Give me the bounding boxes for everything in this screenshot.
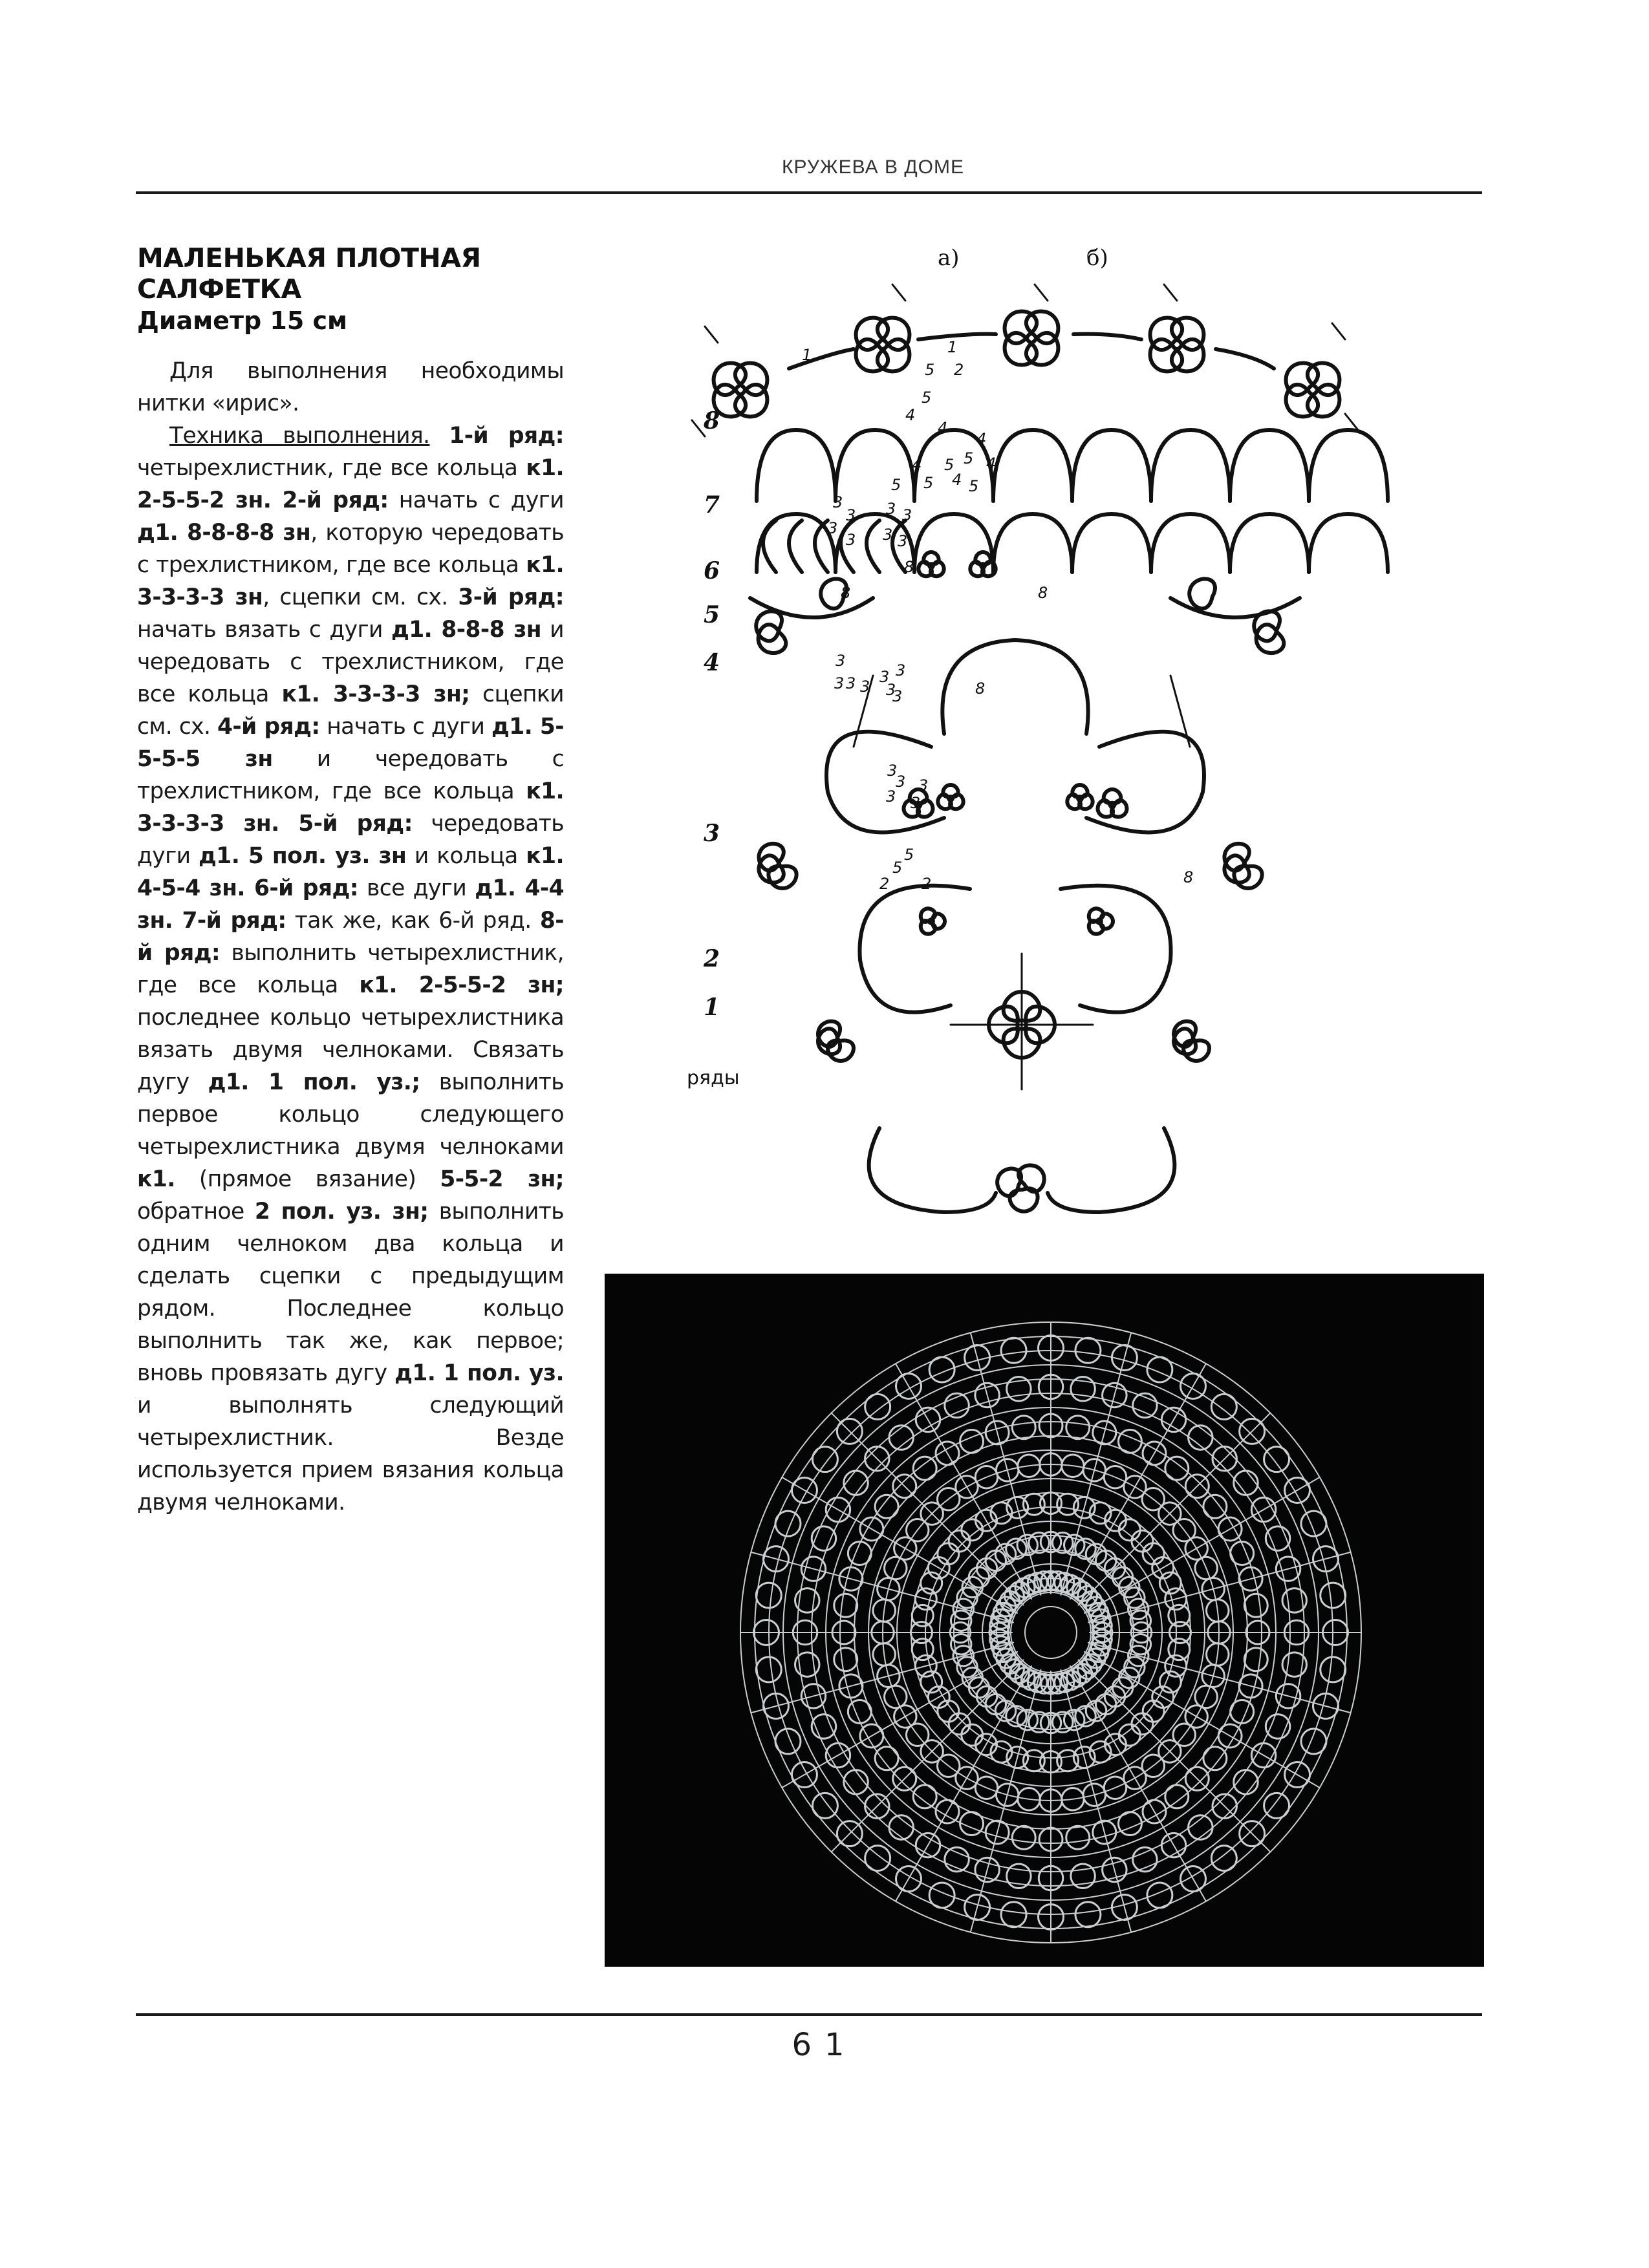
chain-arc [1309,514,1388,572]
row-number: 1 [704,994,720,1021]
page-number: 61 [792,2027,857,2063]
chain-arc [835,430,914,501]
article-body [137,355,564,1519]
row-number: 8 [704,407,720,434]
instruction-text: обратное [137,1199,255,1225]
stitch-count: 3 [896,773,906,791]
row-number: 4 [704,649,720,676]
row-number: 6 [704,557,720,584]
bold-instruction: к1. 2-5-5-2 зн. 2-й ряд: [137,455,564,513]
tatting-diagram [660,236,1474,1232]
stitch-count: 5 [904,846,914,864]
stitch-count: 8 [1183,868,1194,886]
stitch-count: 8 [841,584,851,602]
instruction-text: , которую чередовать с трехлистником, где все кольца [137,520,564,578]
chain-arc [867,520,879,572]
bold-instruction: д1. 5 пол. уз. зн [199,843,407,869]
bold-instruction: 1-й ряд: [449,423,565,449]
bold-instruction: д1. 1 пол. уз. [394,1360,565,1386]
stitch-count: 2 [954,361,964,379]
chain-arc [993,514,1072,572]
stitch-count: 3 [846,531,856,549]
ring [1189,579,1215,608]
stitch-count: 3 [834,674,845,692]
instruction-text: начать с дуги [388,487,564,513]
instruction-text: и кольца [406,843,526,869]
instruction-text: все дуги [358,875,475,901]
technique-paragraph [137,420,564,1519]
bold-instruction: 8-й ряд: [137,908,564,966]
bold-instruction: к1. [137,1166,175,1192]
stitch-count: 3 [833,493,843,511]
row-number: 3 [704,820,720,847]
ring [1172,318,1204,350]
chain-arc [1048,1128,1174,1212]
technique-label: Техника выполнения. [169,423,430,449]
bold-instruction: д1. 1 пол. уз.; [208,1069,420,1095]
instruction-text: чередовать дуги [137,811,565,869]
chain-arc [942,640,1088,734]
stitch-count: 8 [975,679,986,698]
chain-arc [1230,430,1309,501]
instruction-text: четырехлистник, где все кольца [137,455,526,481]
running-head: КРУЖЕВА В ДОМЕ [782,156,964,178]
ring [975,552,990,564]
label-b: б) [1086,245,1108,271]
stitch-count: 3 [846,506,856,524]
picot [1332,323,1345,339]
picot [892,284,905,301]
ring [878,318,910,350]
picot [1035,284,1048,301]
bold-instruction: к1. 3-3-3-3 зн [137,552,564,610]
stitch-count: 5 [923,474,934,492]
intro-paragraph: Для выполнения необходимы нитки «ирис». [137,358,564,416]
rows-caption: ряды [687,1067,740,1089]
bold-instruction: 3-й ряд: [458,584,564,610]
instruction-text: так же, как 6-й ряд. [286,908,540,934]
chain-arc [757,430,835,501]
stitch-count: 8 [904,558,914,576]
stitch-count: 5 [944,456,954,474]
stitch-count: 5 [964,449,974,467]
stitch-count: 3 [886,787,896,806]
bold-instruction: к1. 4-5-4 зн. 6-й ряд: [137,843,564,901]
stitch-count: 1 [947,338,958,356]
stitch-count: 2 [921,875,932,893]
row-number: 2 [704,945,720,972]
chain-arc [789,349,854,369]
instruction-text: выполнить четырехлистник, где все кольца [137,940,565,998]
bold-instruction: к1. 2-5-5-2 зн; [359,972,564,998]
stitch-count: 3 [886,500,896,518]
stitch-count: 3 [902,506,912,524]
stitch-count: 1 [802,346,812,364]
header-rule [136,191,1482,194]
chain-arc [1230,514,1309,572]
instruction-text: выполнить первое кольцо следующего четырехлистника двумя челноками [137,1069,564,1160]
stitch-count: 5 [969,477,979,495]
stitch-count: 3 [896,661,906,679]
stitch-count: 3 [911,794,921,812]
stitch-count: 3 [879,668,890,686]
bold-instruction: д1. 5-5-5-5 зн [137,714,565,772]
stitch-count: 8 [1038,584,1048,602]
chain-arc [750,598,873,617]
stitch-count: 3 [883,526,893,544]
instruction-text: выполнить одним челноком два кольца и сделать сцепки с предыдущим рядом. Последнее кольцо выполнить так же, как первое; вновь провязать дугу [137,1199,564,1386]
stitch-count: 3 [846,674,856,692]
stitch-count: 4 [905,406,916,424]
instruction-text: сцепки см. сх. [137,681,564,740]
chain-arc [1151,430,1230,501]
ring [943,785,958,797]
row-number: 7 [704,491,720,519]
doily-photo [605,1274,1484,1967]
stitch-count: 5 [891,476,901,494]
technique-text [137,423,564,1515]
stitch-count: 3 [898,532,908,550]
chain-arc [869,1128,996,1212]
instruction-text: и чередовать с трехлистником, где все кольца [137,746,565,804]
stitch-count: 4 [986,455,997,473]
chain-arc [1151,514,1230,572]
instruction-text: начать с дуги [319,714,492,740]
instruction-text: начать вязать с дуги [137,617,391,643]
stitch-count: 5 [921,389,932,407]
bold-instruction: 2 пол. уз. зн; [254,1199,429,1225]
stitch-count: 3 [918,776,929,795]
article-title-line-2: САЛФЕТКА [137,273,301,305]
bold-instruction: 4-й ряд: [217,714,320,740]
ring [1308,363,1340,396]
stitch-count: 4 [976,430,987,448]
ring [923,552,938,564]
stitch-count: 5 [892,859,903,877]
chain-arc [993,430,1072,501]
ring [735,363,768,396]
label-a: а) [938,245,960,271]
instruction-text: (прямое вязание) [175,1166,440,1192]
stitch-count: 3 [835,652,846,670]
article-title-line-1: МАЛЕНЬКАЯ ПЛОТНАЯ [137,242,481,273]
bold-instruction: к1. 3-3-3-3 зн. 5-й ряд: [137,778,564,837]
stitch-count: 5 [925,361,935,379]
article-subtitle: Диаметр 15 см [137,306,348,335]
chain-arc [789,520,802,572]
stitch-count: 3 [828,519,838,537]
chain-arc [1072,430,1151,501]
instruction-text: и выполнять следующий четырехлистник. Везде используется прием вязания кольца двумя челноками. [137,1393,564,1515]
chain-arc [1216,349,1274,369]
chain-arc [1073,334,1141,339]
stitch-count: 4 [938,419,948,437]
stitch-count: 3 [860,678,870,696]
picot [692,420,705,436]
ring [1072,785,1087,797]
row-number: 5 [704,601,720,628]
chain-arc [859,886,970,1012]
chain-arc [1309,430,1388,501]
picot [1345,414,1358,430]
stitch-count: 4 [952,471,962,489]
bold-instruction: д1. 4-4 зн. 7-й ряд: [137,875,564,934]
bold-instruction: к1. 3-3-3-3 зн; [281,681,470,707]
bold-instruction: д1. 8-8-8-8 зн [137,520,311,546]
instruction-text: и чередовать с трехлистником, где все кольца [137,617,564,707]
chain-arc [1072,514,1151,572]
footer-rule [136,2013,1482,2016]
stitch-count: 4 [912,456,922,474]
stitch-count: 2 [879,875,890,893]
bold-instruction: 5-5-2 зн; [440,1166,564,1192]
stitch-count: 3 [887,762,898,780]
picot [705,326,718,343]
stitch-count: 3 [886,681,896,699]
picot [1164,284,1177,301]
ring [1026,312,1059,344]
bold-instruction: д1. 8-8-8 зн [391,617,541,643]
instruction-text: , сцепки см. сх. [263,584,458,610]
article-column [137,242,564,1519]
chain-arc [1061,886,1171,1012]
stitch-count: 3 [892,687,903,705]
instruction-text: последнее кольцо четырехлистника вязать двумя челноками. Связать дугу [137,1005,564,1095]
